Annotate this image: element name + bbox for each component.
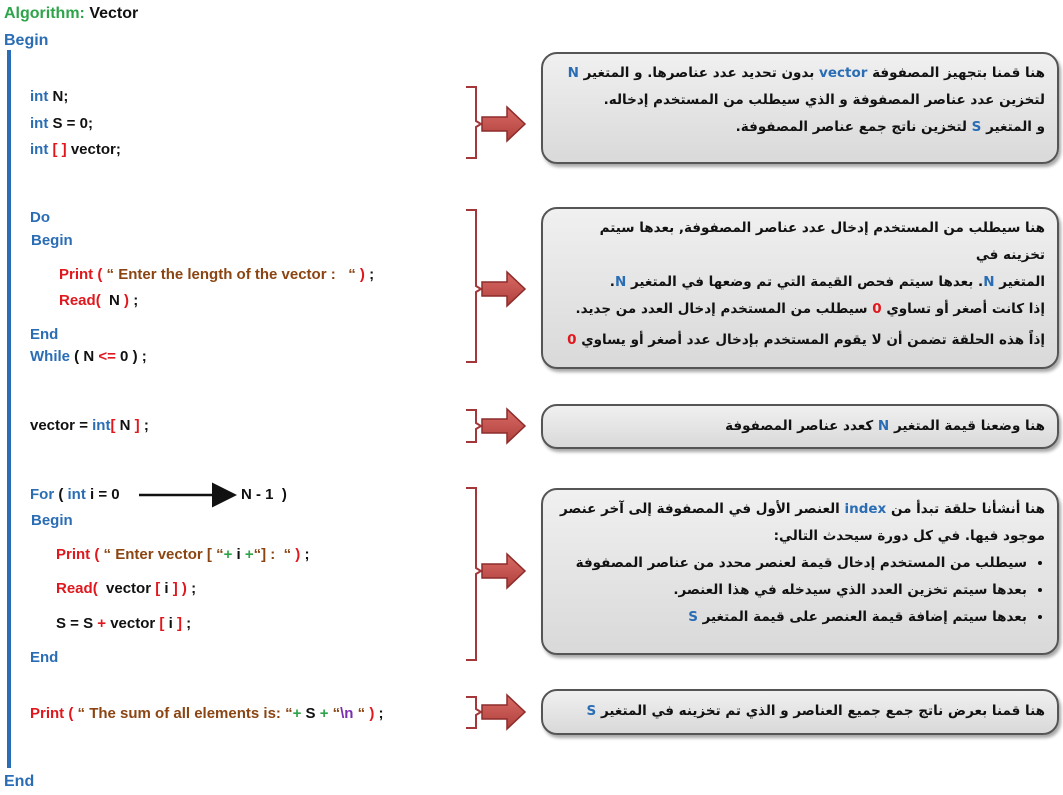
arrow-5 bbox=[482, 695, 525, 729]
decl-n: int N; bbox=[30, 88, 69, 105]
for-statement: For ( int i = 0 bbox=[30, 486, 120, 503]
print-sum-statement: Print ( “ The sum of all elements is: “+ S + “\n “ ) ; bbox=[30, 705, 384, 722]
for-limit: N - 1 ) bbox=[241, 486, 287, 503]
arrow-3 bbox=[482, 409, 525, 443]
note-for-loop: هنا أنشأنا حلقة تبدأ من index العنصر الأول في المصفوفة إلى آخر عنصر موجود فيها. في كل دورة سيحدث التالي: • سيطلب من المستخدم إدخال قيمة لعنصر محدد من عناصر المصفوفة • بعدها سيتم تخزين العدد الذي سيدخله في هذا العنصر. • بعدها سيتم إضافة قيمة العنصر على قيمة المتغير S bbox=[541, 488, 1059, 655]
arrow-2 bbox=[482, 272, 525, 306]
sum-statement: S = S + vector [ i ] ; bbox=[56, 615, 192, 632]
for-begin: Begin bbox=[31, 512, 73, 529]
brace-2 bbox=[466, 210, 481, 362]
do-keyword: Do bbox=[30, 209, 50, 226]
note-declarations: هنا قمنا بتجهيز المصفوفة vector بدون تحديد عدد عناصرها. و المتغير N لتخزين عدد عناصر المصفوفة و الذي سيطلب من المستخدم إدخاله. و المتغير S لتخزين ناتج جمع عناصر المصفوفة. bbox=[541, 52, 1059, 164]
read-vector-statement: Read( vector [ i ] ) ; bbox=[56, 580, 197, 597]
brace-4 bbox=[466, 488, 481, 660]
arrow-1 bbox=[482, 107, 525, 141]
read-n-statement: Read( N ) ; bbox=[59, 292, 139, 309]
decl-s: int S = 0; bbox=[30, 115, 93, 132]
note-bullet-3: • بعدها سيتم إضافة قيمة العنصر على قيمة المتغير S bbox=[555, 604, 1027, 631]
begin-keyword: Begin bbox=[4, 32, 49, 49]
note-do-while: هنا سيطلب من المستخدم إدخال عدد عناصر المصفوفة, بعدها سيتم تخزينه في المتغير N. بعدها سيتم فحص القيمة التي تم وضعها في المتغير N. إذا كانت أصغر أو تساوي 0 سيطلب من المستخدم إدخال العدد من جديد. إذاً هذه الحلقة تضمن أن لا يقوم المستخدم بإدخال عدد أصغر أو يساوي 0 bbox=[541, 207, 1059, 369]
brace-1 bbox=[466, 87, 481, 158]
print-enter-vector-statement: Print ( “ Enter vector [ “+ i +“] : “ ) ; bbox=[56, 546, 310, 563]
note-bullet-1: • سيطلب من المستخدم إدخال قيمة لعنصر محدد من عناصر المصفوفة bbox=[555, 550, 1027, 577]
brace-3 bbox=[466, 410, 481, 442]
brace-5 bbox=[466, 697, 481, 728]
for-end: End bbox=[30, 649, 59, 666]
do-end: End bbox=[30, 326, 59, 343]
arrow-4 bbox=[482, 554, 525, 588]
end-keyword: End bbox=[4, 773, 35, 790]
algorithm-label: Algorithm: bbox=[4, 5, 85, 22]
do-begin: Begin bbox=[31, 232, 73, 249]
print-length-statement: Print ( “ Enter the length of the vector : “ ) ; bbox=[59, 266, 375, 283]
note-assignment: هنا وضعنا قيمة المتغير N كعدد عناصر المصفوفة bbox=[541, 404, 1059, 449]
algorithm-name: Vector bbox=[89, 5, 139, 22]
note-print-sum: هنا قمنا بعرض ناتج جمع جميع العناصر و الذي تم تخزينه في المتغير S bbox=[541, 689, 1059, 735]
note-bullet-2: • بعدها سيتم تخزين العدد الذي سيدخله في هذا العنصر. bbox=[555, 577, 1027, 604]
while-statement: While ( N <= 0 ) ; bbox=[30, 348, 147, 365]
decl-vector: int [ ] vector; bbox=[30, 141, 121, 158]
vector-assignment: vector = int[ N ] ; bbox=[30, 417, 149, 434]
